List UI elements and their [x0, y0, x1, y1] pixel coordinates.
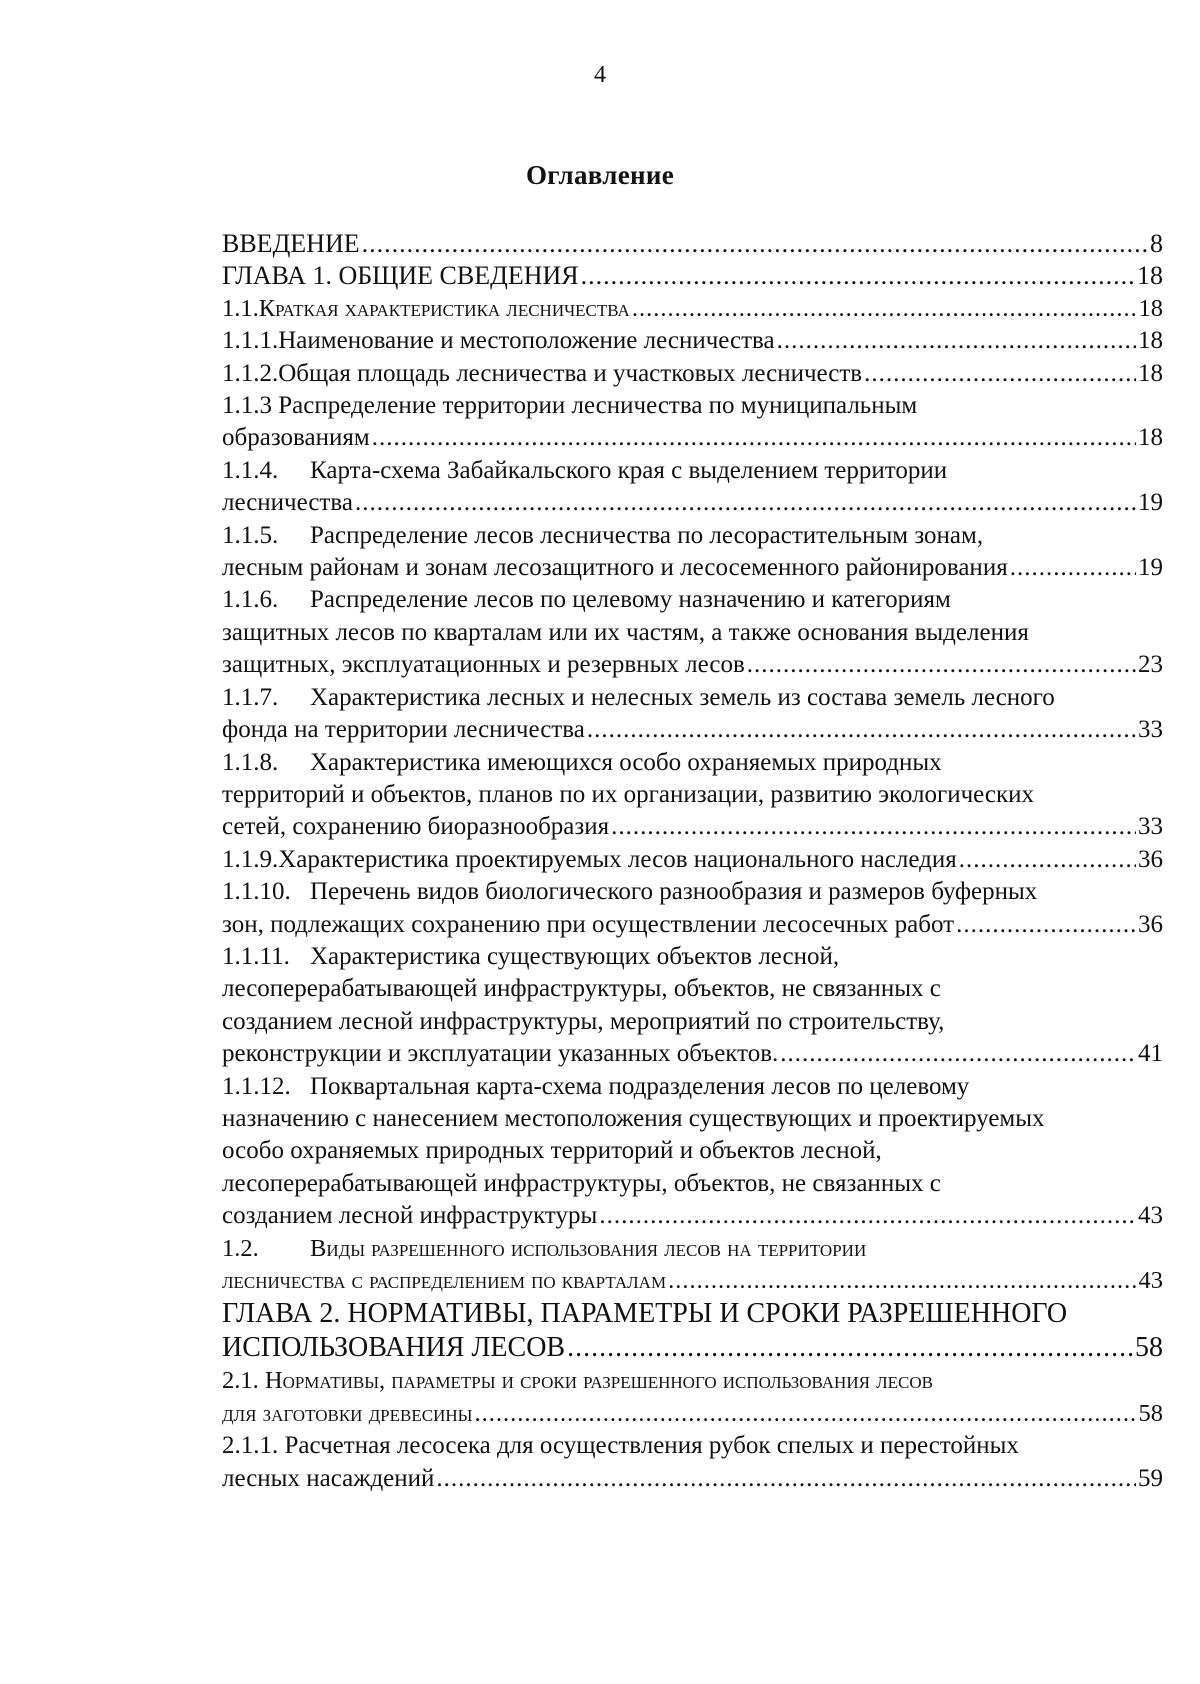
dot-leader [611, 811, 1136, 843]
toc-entry-text: особо охраняемых природных территорий и объектов лесной, [222, 1137, 882, 1165]
toc-entry-text: Характеристика лесных и нелесных земель из состава земель лесного [310, 683, 1055, 711]
toc-entry-text: лесоперерабатывающей инфраструктуры, объектов, не связанных с [222, 1169, 941, 1197]
dot-leader [567, 1331, 1133, 1365]
toc-entry-number: 1.1.2. [222, 359, 279, 387]
toc-entry[interactable] [222, 747, 1163, 844]
toc-entry-text: Поквартальная карта-схема подразделения лесов по целевому [310, 1072, 970, 1100]
toc-entry[interactable] [222, 260, 1163, 292]
toc-entry[interactable] [222, 520, 1163, 585]
toc-page-number: 18 [1138, 359, 1163, 387]
toc-entry-text: созданием лесной инфраструктуры [222, 1202, 598, 1230]
toc-entry-text: созданием лесной инфраструктуры, мероприятий по строительству, [222, 1007, 945, 1035]
toc-entry[interactable] [222, 390, 1163, 455]
dot-leader [747, 649, 1136, 681]
toc-entry-text: ГЛАВА 2. НОРМАТИВЫ, ПАРАМЕТРЫ И СРОКИ РАЗРЕШЕННОГО [222, 1298, 1068, 1330]
toc-entry-text: Характеристика проектируемых лесов национального наследия [278, 845, 957, 873]
toc-entry-text: 1.1.3 Распределение территории лесничества по муниципальным [222, 392, 918, 420]
toc-entry-text: ИСПОЛЬЗОВАНИЯ ЛЕСОВ [222, 1332, 566, 1364]
toc-page-number: 18 [1138, 294, 1163, 322]
toc-page-number: 36 [1138, 845, 1163, 873]
toc-page-number: 41 [1138, 1040, 1163, 1068]
toc-entry-text: лесным районам и зонам лесозащитного и лесосеменного районирования [222, 554, 1008, 582]
toc-entry-text: 2.1. Нормативы, параметры и сроки разрешенного использования лесов [222, 1367, 933, 1395]
toc-entry[interactable] [222, 876, 1163, 941]
dot-leader [372, 422, 1136, 454]
toc-entry-text: Распределение лесов по целевому назначению и категориям [310, 586, 951, 614]
dot-leader [956, 909, 1136, 941]
toc-page-number: 33 [1138, 813, 1163, 841]
toc-entry-text: назначению с нанесением местоположения существующих и проектируемых [222, 1104, 1045, 1132]
table-of-contents [222, 228, 1163, 1495]
toc-entry-text: лесоперерабатывающей инфраструктуры, объектов, не связанных с [222, 975, 941, 1003]
dot-leader [777, 325, 1136, 357]
dot-leader [474, 1398, 1136, 1430]
toc-entry[interactable] [222, 844, 1163, 876]
dot-leader [1010, 552, 1136, 584]
toc-entry[interactable] [222, 228, 1163, 260]
toc-entry-text: Распределение лесов лесничества по лесорастительным зонам, [310, 521, 984, 549]
toc-entry-number: 1.1.6. [222, 586, 279, 614]
toc-entry[interactable] [222, 682, 1163, 747]
dot-leader [780, 1038, 1136, 1070]
toc-entry-text: ГЛАВА 1. ОБЩИЕ СВЕДЕНИЯ [222, 261, 579, 291]
toc-entry-number: 1.1.4. [222, 456, 279, 484]
toc-entry-text: лесных насаждений [222, 1464, 435, 1492]
toc-page-number: 18 [1137, 261, 1163, 291]
toc-page-number: 23 [1138, 651, 1163, 679]
toc-entry-text: защитных, эксплуатационных и резервных лесов [222, 651, 745, 679]
toc-entry-number: 1.2. [222, 1234, 259, 1262]
toc-entry-number: 1.1.12. [222, 1072, 291, 1100]
toc-entry-text: образованиям [222, 424, 370, 452]
toc-entry[interactable] [222, 1233, 1163, 1298]
toc-entry[interactable] [222, 358, 1163, 390]
toc-entry[interactable] [222, 455, 1163, 520]
toc-entry-text: ВВЕДЕНИЕ [222, 229, 360, 258]
toc-entry[interactable] [222, 941, 1163, 1071]
toc-entry-text: сетей, сохранению биоразнообразия [222, 813, 610, 841]
toc-entry-text: 2.1.1. Расчетная лесосека для осуществления рубок спелых и перестойных [222, 1432, 1019, 1460]
toc-entry-text: лесничества с распределением по кварталам [222, 1267, 667, 1294]
dot-leader [436, 1463, 1136, 1495]
toc-entry[interactable] [222, 1071, 1163, 1233]
toc-entry[interactable] [222, 1365, 1163, 1430]
dot-leader [599, 1200, 1136, 1232]
toc-entry-text: Наименование и местоположение лесничества [278, 327, 775, 355]
toc-page-number: 19 [1138, 489, 1163, 517]
dot-leader [864, 358, 1136, 390]
toc-entry-text: Виды разрешенного использования лесов на территории [310, 1234, 867, 1262]
toc-entry[interactable] [222, 325, 1163, 357]
dot-leader [355, 487, 1136, 519]
toc-entry-text: фонда на территории лесничества [222, 716, 585, 744]
toc-entry-text: защитных лесов по кварталам или их частям, а также основания выделения [222, 618, 1029, 646]
toc-entry[interactable] [222, 584, 1163, 681]
dot-leader [587, 714, 1136, 746]
toc-page-number: 18 [1138, 327, 1163, 355]
toc-page-number: 36 [1138, 910, 1163, 938]
toc-title: Оглавление [526, 160, 674, 190]
toc-page-number: 58 [1138, 1399, 1163, 1427]
toc-entry-number: 1.1.7. [222, 683, 279, 711]
toc-entry-number: 1.1.11. [222, 942, 290, 970]
toc-entry[interactable] [222, 1297, 1163, 1365]
toc-page-number: 8 [1150, 229, 1163, 258]
dot-leader [362, 228, 1148, 260]
toc-page-number: 18 [1138, 424, 1163, 452]
toc-entry-text: территорий и объектов, планов по их организации, развитию экологических [222, 780, 1035, 808]
dot-leader [959, 844, 1136, 876]
toc-entry-text: Общая площадь лесничества и участковых лесничеств [278, 359, 863, 387]
toc-entry-text: зон, подлежащих сохранению при осуществлении лесосечных работ [222, 910, 955, 938]
toc-entry-number: 1.1.10. [222, 878, 291, 906]
toc-entry-text: Характеристика существующих объектов лесной, [310, 942, 840, 970]
toc-entry-text: Краткая характеристика лесничества [258, 294, 630, 322]
toc-entry-text: Характеристика имеющихся особо охраняемых природных [310, 748, 942, 776]
toc-entry[interactable] [222, 1430, 1163, 1495]
toc-entry-number: 1.1. [222, 294, 259, 322]
toc-page-number: 19 [1138, 554, 1163, 582]
dot-leader [581, 260, 1135, 292]
toc-page-number: 33 [1138, 716, 1163, 744]
toc-entry[interactable] [222, 293, 1163, 325]
toc-entry-text: реконструкции и эксплуатации указанных объектов. [222, 1040, 779, 1068]
toc-entry-text: Перечень видов биологического разнообразия и размеров буферных [310, 878, 1038, 906]
toc-entry-number: 1.1.8. [222, 748, 279, 776]
toc-page-number: 58 [1135, 1332, 1163, 1364]
toc-page-number: 59 [1138, 1464, 1163, 1492]
toc-entry-number: 1.1.1. [222, 327, 279, 355]
page-number: 4 [594, 62, 606, 88]
toc-entry-text: для заготовки древесины [222, 1399, 473, 1427]
dot-leader [668, 1265, 1136, 1297]
toc-entry-text: лесничества [222, 489, 353, 517]
toc-entry-number: 1.1.9. [222, 845, 279, 873]
toc-entry-number: 1.1.5. [222, 521, 279, 549]
toc-page-number: 43 [1138, 1267, 1163, 1294]
toc-page-number: 43 [1138, 1202, 1163, 1230]
dot-leader [632, 293, 1137, 325]
toc-entry-text: Карта-схема Забайкальского края с выделением территории [310, 456, 948, 484]
